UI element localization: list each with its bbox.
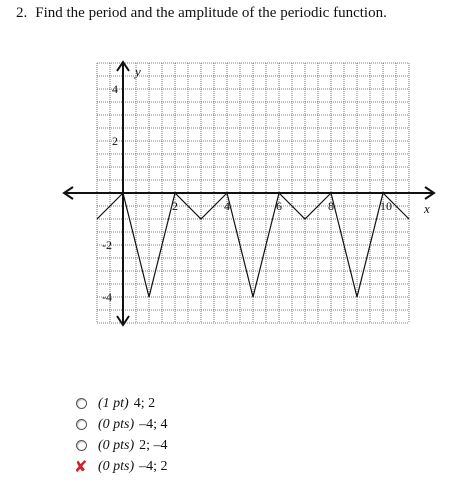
option-answer: 2; –4	[139, 437, 168, 453]
y-axis-label: y	[135, 64, 141, 79]
answer-option-4[interactable]	[76, 456, 168, 477]
option-answer: –4; 2	[139, 458, 168, 474]
x-tick-label: 6	[276, 199, 282, 213]
y-tick-label: -4	[102, 290, 112, 304]
answer-options	[76, 393, 168, 477]
option-points: (0 pts)	[98, 437, 135, 453]
x-tick-label: 4	[224, 199, 230, 213]
question-prompt: Find the period and the amplitude of the periodic function.	[35, 5, 387, 21]
question-number: 2.	[16, 5, 28, 21]
option-points: (0 pts)	[98, 458, 135, 474]
option-answer: –4; 4	[139, 416, 168, 432]
radio-button[interactable]	[76, 440, 87, 451]
radio-button[interactable]	[76, 398, 87, 409]
option-answer: 4; 2	[133, 395, 156, 411]
x-tick-label: 8	[328, 199, 334, 213]
y-tick-label: 4	[112, 82, 118, 96]
answer-option-3[interactable]	[76, 435, 168, 456]
option-points: (1 pt)	[98, 395, 129, 411]
answer-option-1[interactable]	[76, 393, 168, 414]
y-tick-label: 2	[112, 134, 118, 148]
x-tick-label: 10	[380, 199, 392, 213]
answer-option-2[interactable]	[76, 414, 168, 435]
radio-button[interactable]	[76, 419, 87, 430]
incorrect-x-icon: ✘	[74, 456, 88, 476]
x-axis-label: x	[424, 201, 430, 216]
option-points: (0 pts)	[98, 416, 135, 432]
x-tick-label: 2	[172, 199, 178, 213]
y-tick-label: -2	[102, 238, 112, 252]
